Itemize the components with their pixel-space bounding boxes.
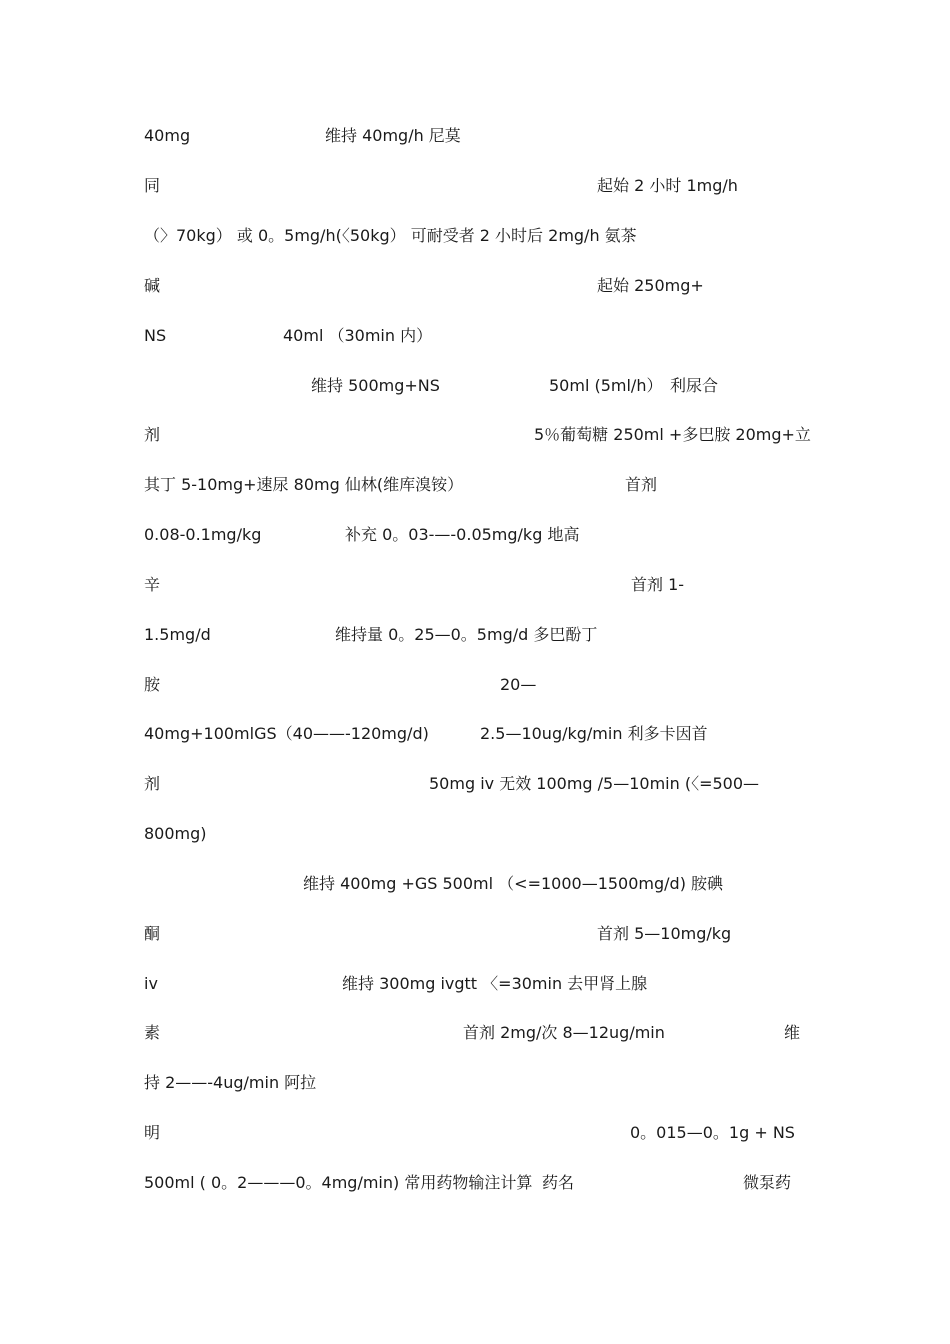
text-line-20 bbox=[0, 1071, 950, 1095]
text-line-2 bbox=[0, 174, 950, 198]
text-segment: 剂 bbox=[144, 774, 161, 793]
text-segment: 药名 bbox=[542, 1173, 575, 1192]
text-line-7 bbox=[0, 423, 950, 447]
text-segment: 维持 40mg/h 尼莫 bbox=[325, 126, 461, 145]
text-segment: 明 bbox=[144, 1123, 161, 1142]
text-line-1 bbox=[0, 124, 950, 148]
text-segment: 利尿合 bbox=[670, 376, 719, 395]
text-segment: （〉70kg） 或 0。5mg/h(〈50kg） 可耐受者 2 小时后 2mg/h 氨茶 bbox=[144, 226, 637, 245]
text-segment: NS bbox=[144, 326, 167, 345]
text-segment: 首剂 bbox=[625, 475, 658, 494]
text-line-21 bbox=[0, 1121, 950, 1145]
text-segment: 40mg bbox=[144, 126, 191, 145]
text-segment: 维持 400mg +GS 500ml （<=1000—1500mg/d) 胺碘 bbox=[303, 874, 724, 893]
text-segment: 首剂 5—10mg/kg bbox=[597, 924, 732, 943]
text-segment: 5％葡萄糖 250ml +多巴胺 20mg+立 bbox=[534, 425, 811, 444]
text-segment: 辛 bbox=[144, 575, 161, 594]
text-line-8 bbox=[0, 473, 950, 497]
text-segment: 同 bbox=[144, 176, 161, 195]
text-segment: iv bbox=[144, 974, 158, 993]
text-segment: 50mg iv 无效 100mg /5—10min (〈=500— bbox=[429, 774, 760, 793]
text-segment: 20— bbox=[500, 675, 537, 694]
text-segment: 1.5mg/d bbox=[144, 625, 211, 644]
text-segment: 起始 2 小时 1mg/h bbox=[597, 176, 738, 195]
text-segment: 首剂 1- bbox=[631, 575, 685, 594]
text-segment: 剂 bbox=[144, 425, 161, 444]
text-segment: 40mg+100mlGS（40——-120mg/d) bbox=[144, 724, 429, 743]
text-segment: 维持 500mg+NS bbox=[311, 376, 440, 395]
text-line-12 bbox=[0, 673, 950, 697]
text-line-9 bbox=[0, 523, 950, 547]
text-segment: 素 bbox=[144, 1023, 161, 1042]
text-line-16 bbox=[0, 872, 950, 896]
text-segment: 0.08-0.1mg/kg bbox=[144, 525, 262, 544]
text-segment: 维持量 0。25—0。5mg/d 多巴酚丁 bbox=[335, 625, 598, 644]
text-segment: 0。015—0。1g + NS bbox=[630, 1123, 795, 1142]
text-segment: 50ml (5ml/h） bbox=[549, 376, 663, 395]
text-segment: 起始 250mg+ bbox=[597, 276, 704, 295]
text-segment: 酮 bbox=[144, 924, 161, 943]
text-line-4 bbox=[0, 274, 950, 298]
text-line-6 bbox=[0, 374, 950, 398]
text-segment: 500ml ( 0。2———0。4mg/min) 常用药物输注计算 bbox=[144, 1173, 533, 1192]
text-line-10 bbox=[0, 573, 950, 597]
text-segment: 补充 0。03-—-0.05mg/kg 地高 bbox=[345, 525, 580, 544]
text-line-5 bbox=[0, 324, 950, 348]
text-segment: 首剂 2mg/次 8—12ug/min bbox=[463, 1023, 665, 1042]
text-line-22 bbox=[0, 1171, 950, 1195]
text-segment: 40ml （30min 内） bbox=[283, 326, 433, 345]
text-segment: 维 bbox=[784, 1023, 801, 1042]
text-line-14 bbox=[0, 772, 950, 796]
text-segment: 持 2——-4ug/min 阿拉 bbox=[144, 1073, 317, 1092]
text-segment: 其丁 5-10mg+速尿 80mg 仙林(维库溴铵） bbox=[144, 475, 464, 494]
text-line-3 bbox=[0, 224, 950, 248]
text-segment: 微泵药 bbox=[743, 1173, 792, 1192]
text-line-11 bbox=[0, 623, 950, 647]
text-segment: 胺 bbox=[144, 675, 161, 694]
text-segment: 800mg) bbox=[144, 824, 207, 843]
text-line-15 bbox=[0, 822, 950, 846]
text-segment: 2.5—10ug/kg/min 利多卡因首 bbox=[480, 724, 708, 743]
text-line-19 bbox=[0, 1021, 950, 1045]
text-segment: 维持 300mg ivgtt 〈=30min 去甲肾上腺 bbox=[342, 974, 648, 993]
text-line-13 bbox=[0, 722, 950, 746]
text-line-17 bbox=[0, 922, 950, 946]
text-line-18 bbox=[0, 972, 950, 996]
text-segment: 碱 bbox=[144, 276, 161, 295]
